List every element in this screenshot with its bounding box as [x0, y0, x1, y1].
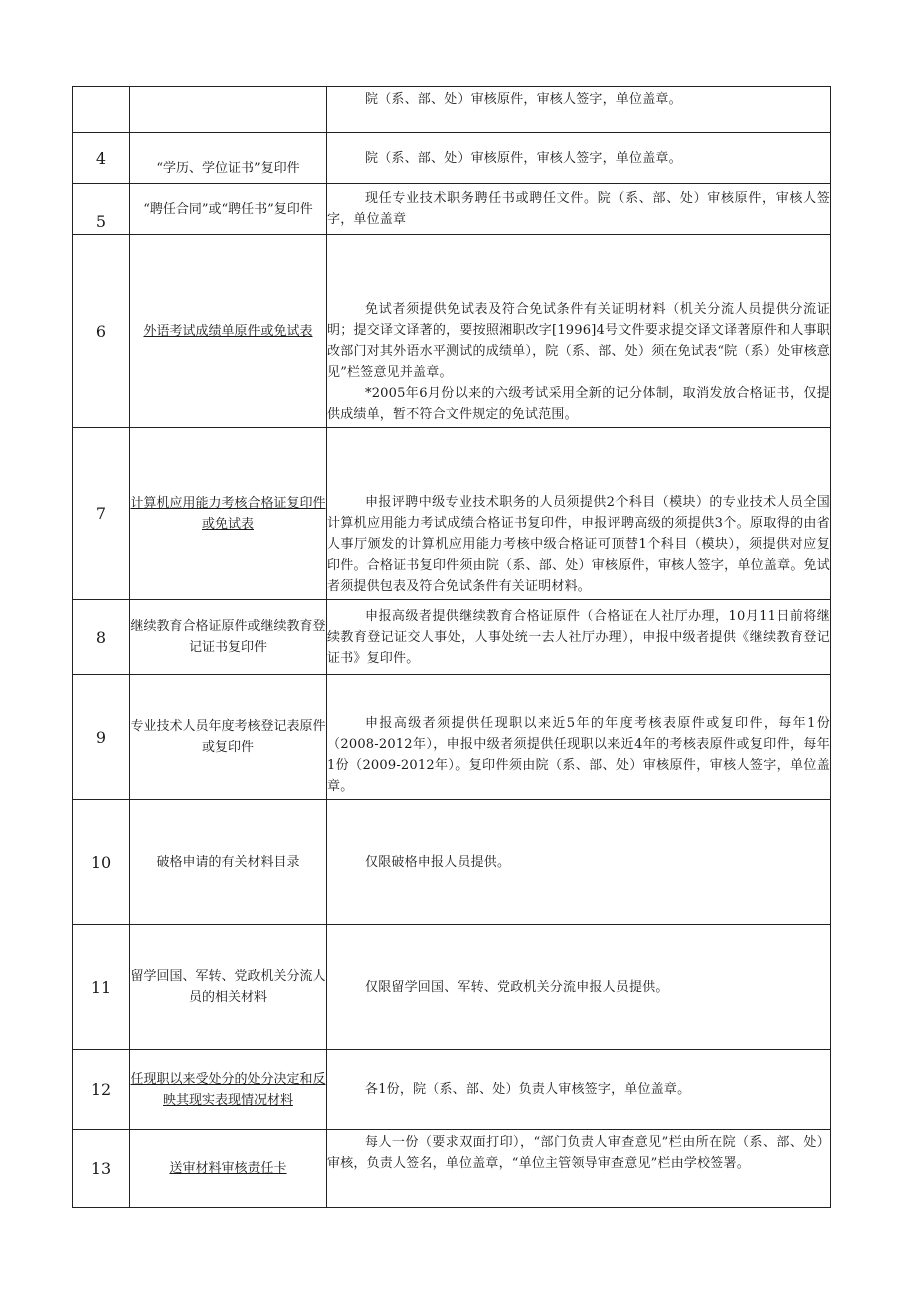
table-row: [73, 925, 831, 1050]
row-note: 仅限破格申报人员提供。: [327, 800, 831, 925]
row-note: 申报高级者须提供任现职以来近5年的年度考核表原件或复印件，每年1份（2008-2012年），申报中级者须提供任现职以来近4年的考核表原件或复印件，每年1份（2009-2012年）。复印件须由院（系、部、处）审核原件，审核人签字，单位盖章。: [327, 675, 831, 800]
row-note: 院（系、部、处）审核原件，审核人签字，单位盖章。: [327, 87, 831, 133]
table-row: [73, 675, 831, 800]
row-number: 10: [73, 800, 130, 925]
row-number: 6: [73, 235, 130, 428]
row-item: [130, 1050, 327, 1130]
item-link: 外语考试成绩单原件或免试表: [143, 323, 313, 339]
row-note: 申报高级者提供继续教育合格证原件（合格证在人社厅办理，10月11日前将继续教育登记证交人事处，人事处统一去人社厅办理），申报中级者提供《继续教育登记证书》复印件。: [327, 600, 831, 675]
item-link: 送审材料审核责任卡: [169, 1161, 287, 1176]
row-number: 11: [73, 925, 130, 1050]
row-note: 每人一份（要求双面打印），“部门负责人审查意见”栏由所在院（系、部、处）审核，负责人签名，单位盖章，“单位主管领导审查意见”栏由学校签署。: [327, 1130, 831, 1208]
row-item: [130, 87, 327, 133]
row-note: 申报评聘中级专业技术职务的人员须提供2个科目（模块）的专业技术人员全国计算机应用能力考试成绩合格证书复印件，申报评聘高级的须提供3个。原取得的由省人事厅颁发的计算机应用能力考核中级合格证可顶替1个科目（模块），须提供对应复印件。合格证书复印件须由院（系、部、处）审核原件，审核人签字，单位盖章。免试者须提供包表及符合免试条件有关证明材料。: [327, 428, 831, 600]
row-item: [130, 235, 327, 428]
table-row: [73, 428, 831, 600]
row-item: “学历、学位证书”复印件: [130, 133, 327, 184]
row-note: 各1份，院（系、部、处）负责人审核签字，单位盖章。: [327, 1050, 831, 1130]
table-row: [73, 600, 831, 675]
table-row: [73, 87, 831, 133]
row-note: 现任专业技术职务聘任书或聘任文件。院（系、部、处）审核原件，审核人签字，单位盖章: [327, 184, 831, 235]
table-row: [73, 184, 831, 235]
materials-table: [72, 86, 831, 1208]
row-number: 5: [73, 184, 130, 235]
row-item: [130, 428, 327, 600]
table-row: [73, 235, 831, 428]
row-item: 留学回国、军转、党政机关分流人员的相关材料: [130, 925, 327, 1050]
row-item: 破格申请的有关材料目录: [130, 800, 327, 925]
row-number: 8: [73, 600, 130, 675]
row-item: 继续教育合格证原件或继续教育登记证书复印件: [130, 600, 327, 675]
table-row: [73, 1050, 831, 1130]
row-number: [73, 87, 130, 133]
row-item: “聘任合同”或“聘任书”复印件: [130, 184, 327, 235]
item-link: 任现职以来受处分的处分决定和反映其现实表现情况材料: [130, 1071, 326, 1108]
row-note: 免试者须提供免试表及符合免试条件有关证明材料（机关分流人员提供分流证明；提交译文译著的，要按照湘职改字[1996]4号文件要求提交译文译著原件和人事职改部门对其外语水平测试的成绩单），院（系、部、处）须在免试表“院（系）处审核意见”栏签意见并盖章。 *2005年6月份以来的六级考试采用全新的记分体制，取消发放合格证书，仅提供成绩单，暂不符合文件规定的免试范围。: [327, 235, 831, 428]
row-number: 4: [73, 133, 130, 184]
table-row: [73, 800, 831, 925]
row-item: 专业技术人员年度考核登记表原件或复印件: [130, 675, 327, 800]
row-item: [130, 1130, 327, 1208]
row-number: 9: [73, 675, 130, 800]
row-note: 仅限留学回国、军转、党政机关分流申报人员提供。: [327, 925, 831, 1050]
row-note: 院（系、部、处）审核原件，审核人签字，单位盖章。: [327, 133, 831, 184]
row-number: 7: [73, 428, 130, 600]
row-number: 13: [73, 1130, 130, 1208]
table-row: [73, 1130, 831, 1208]
row-number: 12: [73, 1050, 130, 1130]
table-row: [73, 133, 831, 184]
item-link: 计算机应用能力考核合格证复印件或免试表: [130, 495, 326, 532]
